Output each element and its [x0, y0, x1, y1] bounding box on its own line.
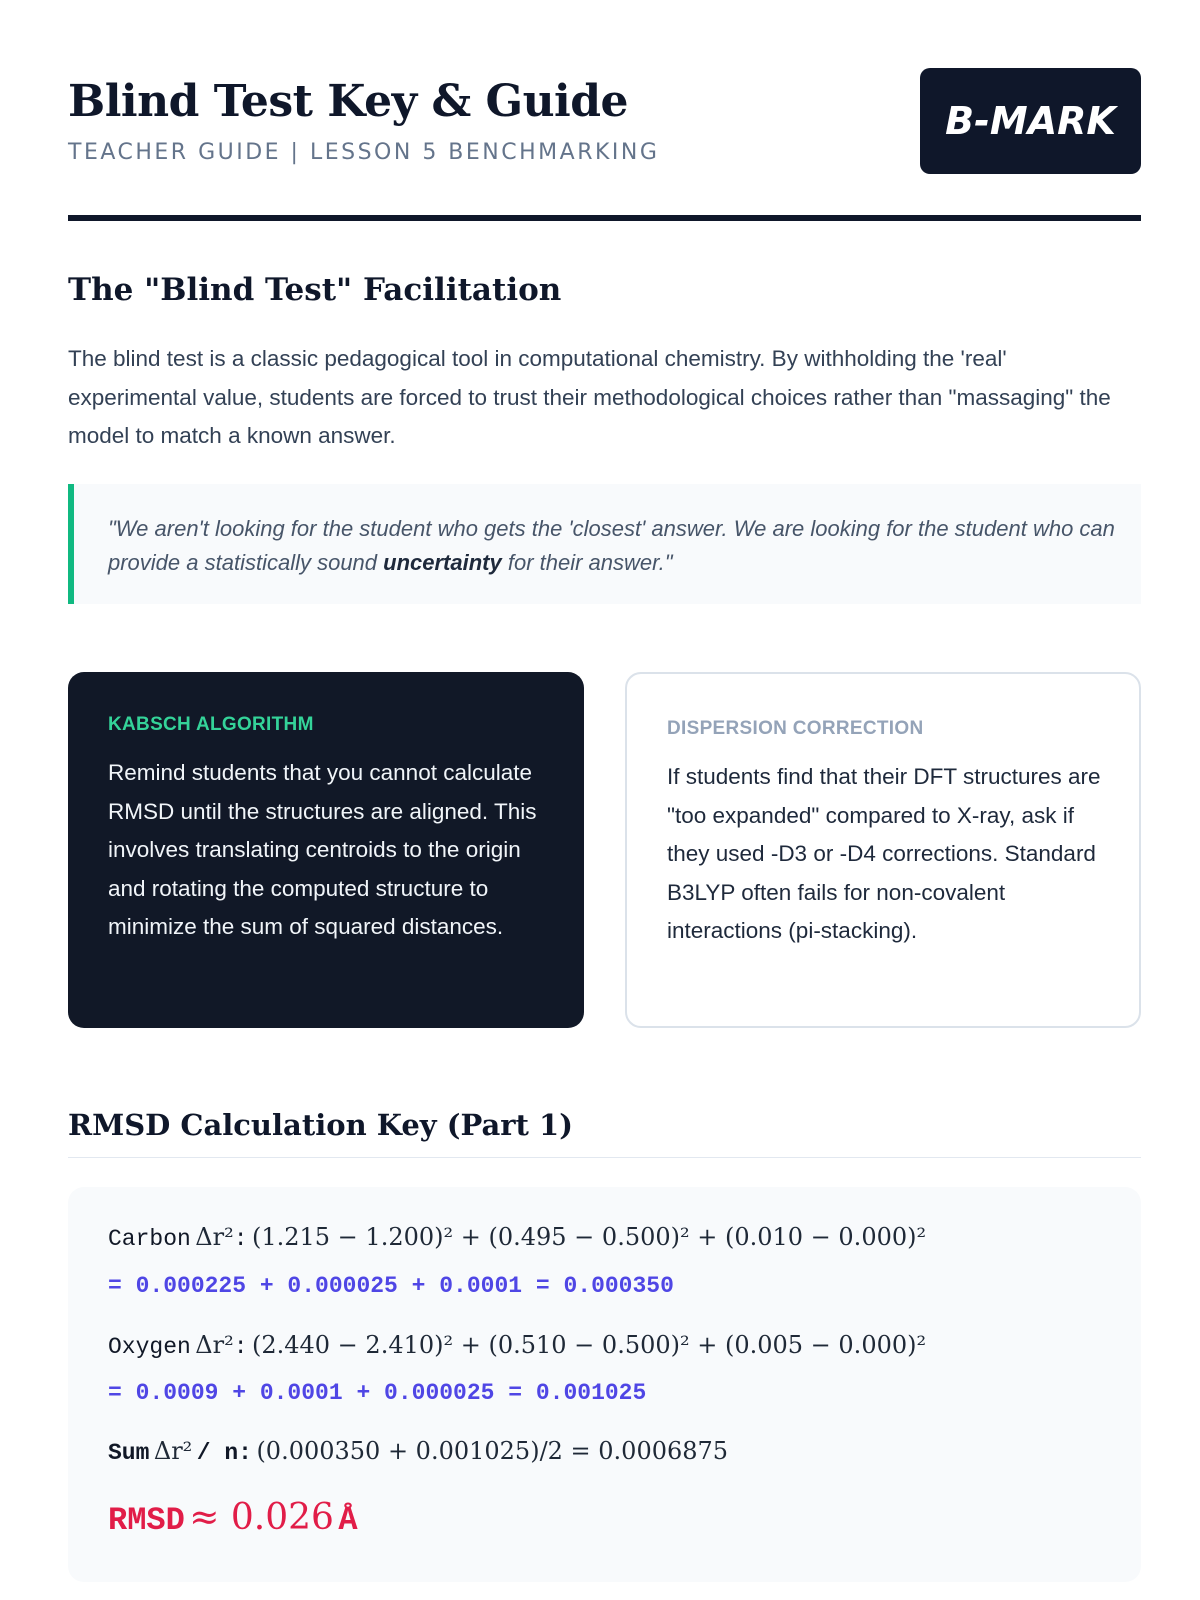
rmsd-heading: RMSD Calculation Key (Part 1): [68, 1108, 573, 1142]
header-divider: [68, 215, 1141, 221]
sum-expression: (0.000350 + 0.001025)/2 = 0.0006875: [256, 1437, 729, 1465]
oxygen-expression: (2.440 − 2.410)² + (0.510 − 0.500)² + (0.005 − 0.000)²: [251, 1331, 927, 1359]
oxygen-delta-symbol: Δr²: [195, 1331, 234, 1359]
carbon-line: Carbon Δr²: (1.215 − 1.200)² + (0.495 − 0.500)² + (0.010 − 0.000)²: [108, 1223, 927, 1252]
b-mark-badge: B-MARK: [920, 68, 1141, 174]
rmsd-final-value: ≈ 0.026: [189, 1497, 334, 1538]
rmsd-final-line: [108, 1497, 358, 1539]
oxygen-label: Oxygen: [108, 1334, 191, 1360]
quote-text: "We aren't looking for the student who gets the 'closest' answer. We are looking for the student who can provide a statistically sound uncertainty for their answer.": [108, 516, 1115, 575]
pull-quote: [68, 484, 1141, 604]
rmsd-divider: [68, 1157, 1141, 1158]
sum-delta-symbol: Δr²: [153, 1437, 193, 1465]
quote-emphasis: uncertainty: [383, 550, 502, 575]
sum-label: Sum: [108, 1440, 150, 1466]
carbon-label: Carbon: [108, 1226, 191, 1252]
oxygen-result: = 0.0009 + 0.0001 + 0.000025 = 0.001025: [108, 1380, 647, 1406]
carbon-expression: (1.215 − 1.200)² + (0.495 − 0.500)² + (0.010 − 0.000)²: [251, 1223, 927, 1251]
dispersion-card-tag: DISPERSION CORRECTION: [667, 718, 924, 739]
oxygen-line: Oxygen Δr²: (2.440 − 2.410)² + (0.510 − 0.500)² + (0.005 − 0.000)²: [108, 1331, 927, 1360]
kabsch-card: [68, 672, 584, 1028]
facilitation-heading: The "Blind Test" Facilitation: [68, 272, 562, 308]
sum-suffix: / n:: [196, 1440, 252, 1466]
kabsch-card-body: Remind students that you cannot calculate RMSD until the structures are aligned. This involves translating centroids to the origin and rotating the computed structure to minimize the sum of squared distances.: [108, 760, 537, 939]
page-header: [68, 66, 1141, 176]
page-subtitle: TEACHER GUIDE | LESSON 5 BENCHMARKING: [68, 140, 660, 165]
page-title: Blind Test Key & Guide: [68, 76, 629, 127]
rmsd-final-label: RMSD: [108, 1502, 185, 1539]
rmsd-calculation-box: [68, 1187, 1141, 1582]
facilitation-paragraph: The blind test is a classic pedagogical tool in computational chemistry. By withholding the 'real' experimental value, students are forced to trust their methodological choices rather than "massaging" the model to match a known answer.: [68, 346, 1111, 448]
rmsd-final-unit: Å: [338, 1502, 358, 1539]
kabsch-card-tag: KABSCH ALGORITHM: [108, 714, 314, 735]
dispersion-card-body: If students find that their DFT structures are "too expanded" compared to X-ray, ask if they used -D3 or -D4 corrections. Standard B3LYP often fails for non-covalent interactions (pi-stacking).: [667, 764, 1101, 943]
carbon-result: = 0.000225 + 0.000025 + 0.0001 = 0.000350: [108, 1273, 674, 1299]
carbon-delta-symbol: Δr²: [195, 1223, 234, 1251]
sum-line: [108, 1437, 728, 1466]
dispersion-card: [625, 672, 1141, 1028]
